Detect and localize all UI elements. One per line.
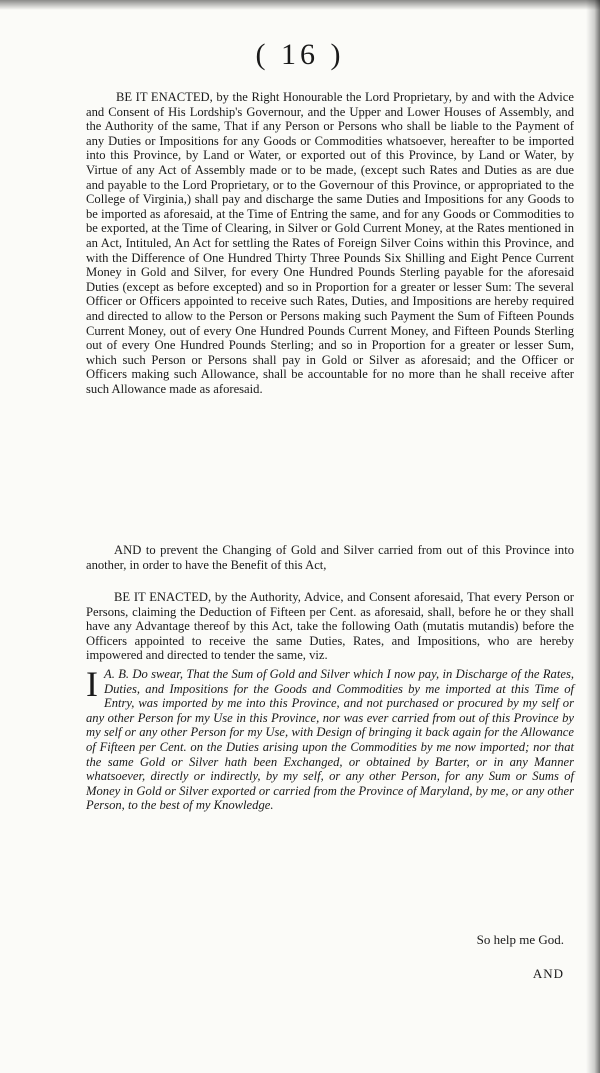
oath-enactment-paragraph: BE IT ENACTED, by the Authority, Advice, and Consent aforesaid, That every Person or Persons, claiming the Deduction of Fifteen per Cent. as aforesaid, shall, before he or they shall have any Advantage thereof by this Act, take the following Oath (mutatis mutandis) before the Officers appointed to receive the same Duties, Rates, and Impositions, who are hereby impowered and directed to tender the same, viz.	[86, 590, 574, 663]
closing-line: So help me God.	[476, 932, 564, 947]
prevention-paragraph: AND to prevent the Changing of Gold and Silver carried from out of this Province into another, in order to have the Benefit of this Act,	[86, 543, 574, 572]
oath-body: A. B. Do swear, That the Sum of Gold and Silver which I now pay, in Discharge of the Rates, Duties, and Impositions for the Goods and Commodities by me imported at this Time of Entry, was imported by me into this Province, and not purchased or procured by my self or any other Person for my Use in this Province, nor was ever carried from out of this Province by my self or any other Person for my Use, with Design of bringing it back again for the Allowance of Fifteen per Cent. on the Duties arising upon the Commodities by me now imported; nor that the same Gold or Silver hath been Exchanged, or obtained by Barter, or in any Manner whatsoever, directly or indirectly, by my self, or any other Person, for any Sum or Sums of Money in Gold or Silver exported or carried from the Province of Maryland, by me, or any other Person, to the best of my Knowledge.	[86, 667, 574, 813]
scan-top-shadow	[0, 0, 600, 10]
page-number: ( 16 )	[255, 38, 345, 71]
scan-edge-shadow	[586, 0, 600, 1073]
enactment-paragraph: BE IT ENACTED, by the Right Honourable the Lord Proprietary, by and with the Advice and Consent of His Lordship's Governour, and the Upper and Lower Houses of Assembly, and the Authority of the same, That if any Person or Persons who shall be liable to the Payment of any Duties or Impositions for any Goods or Commodities whatsoever, hereafter to be imported into this Province, by Land or Water, or exported out of this Province, by Land or Water, by Virtue of any Act of Assembly made or to be made, (except such Rates and Duties as are due and payable to the Lord Proprietary, or to the Governour of this Province, or appropriated to the College of Virginia,) shall pay and discharge the same Duties and Impositions for any Goods to be imported as aforesaid, at the Time of Entring the same, and for any Goods or Commodities to be exported, at the Time of Clearing, in Silver or Gold Current Money, at the Rates mentioned in an Act, Intituled, An Act for settling the Rates of Foreign Silver Coins within this Province, and with the Difference of One Hundred Thirty Three Pounds Six Shilling and Eight Pence Current Money in Gold and Silver, for every One Hundred Pounds Sterling payable for the aforesaid Duties (except as before excepted) and so in Proportion for a greater or lesser Sum: The several Officer or Officers appointed to receive such Rates, Duties, and Impositions are hereby required and directed to allow to the Person or Persons making such Payment the Sum of Fifteen Pounds Current Money, out of every One Hundred Pounds Current Money, and Fifteen Pounds Sterling out of every One Hundred Pounds Sterling; and so in Proportion for a greater or lesser Sum, which such Person or Persons shall pay in Gold or Silver as aforesaid; and the Officer or Officers making such Allowance, shall be accountable for no more than he shall receive after such Allowance made as aforesaid.	[86, 90, 574, 396]
oath-text	[86, 664, 574, 813]
drop-cap: I	[86, 664, 98, 704]
catchword: AND	[532, 966, 564, 981]
